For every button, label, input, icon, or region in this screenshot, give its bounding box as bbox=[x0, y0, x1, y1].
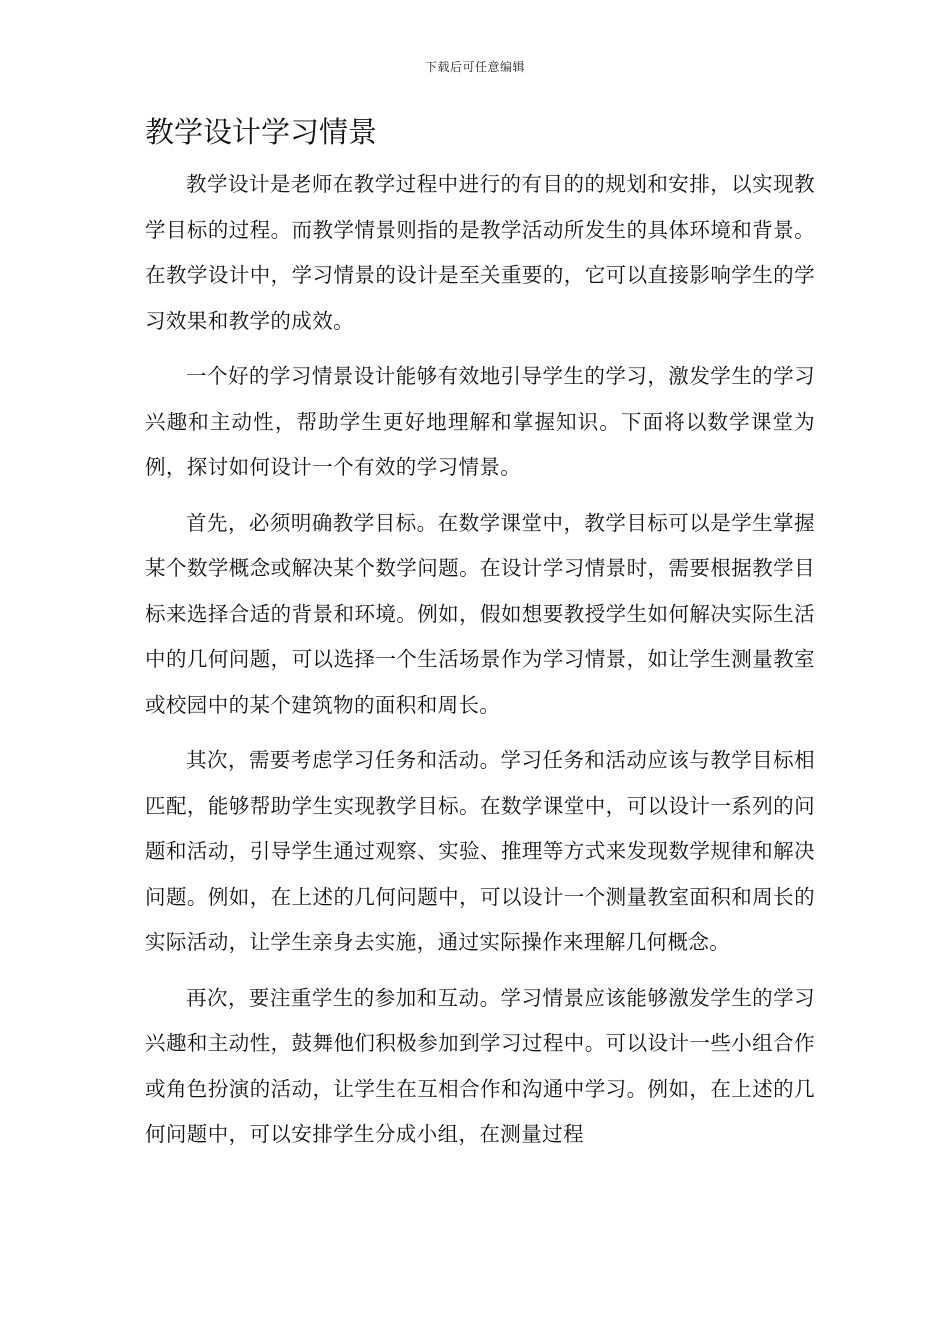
paragraph-5: 再次，要注重学生的参加和互动。学习情景应该能够激发学生的学习兴趣和主动性，鼓舞他们积极参加到学习过程中。可以设计一些小组合作或角色扮演的活动，让学生在互相合作和沟通中学习。例如，在上述的几何问题中，可以安排学生分成小组，在测量过程 bbox=[145, 985, 815, 1146]
paragraph-3: 首先，必须明确教学目标。在数学课堂中，教学目标可以是学生掌握某个数学概念或解决某个数学问题。在设计学习情景时，需要根据教学目标来选择合适的背景和环境。例如，假如想要教授学生如何解决实际生活中的几何问题，可以选择一个生活场景作为学习情景，如让学生测量教室或校园中的某个建筑物的面积和周长。 bbox=[145, 510, 815, 717]
paragraph-1: 教学设计是老师在教学过程中进行的有目的的规划和安排，以实现教学目标的过程。而教学情景则指的是教学活动所发生的具体环境和背景。在教学设计中，学习情景的设计是至关重要的，它可以直接影响学生的学习效果和教学的成效。 bbox=[145, 172, 815, 333]
header-note: 下载后可任意编辑 bbox=[424, 60, 525, 74]
document-body bbox=[145, 162, 815, 1168]
paragraph-2: 一个好的学习情景设计能够有效地引导学生的学习，激发学生的学习兴趣和主动性，帮助学生更好地理解和掌握知识。下面将以数学课堂为例，探讨如何设计一个有效的学习情景。 bbox=[145, 364, 815, 479]
paragraph-4: 其次，需要考虑学习任务和活动。学习任务和活动应该与教学目标相匹配，能够帮助学生实现教学目标。在数学课堂中，可以设计一系列的问题和活动，引导学生通过观察、实验、推理等方式来发现数学规律和解决问题。例如，在上述的几何问题中，可以设计一个测量教室面积和周长的实际活动，让学生亲身去实施，通过实际操作来理解几何概念。 bbox=[145, 748, 815, 954]
document-title: 教学设计学习情景 bbox=[145, 115, 378, 149]
